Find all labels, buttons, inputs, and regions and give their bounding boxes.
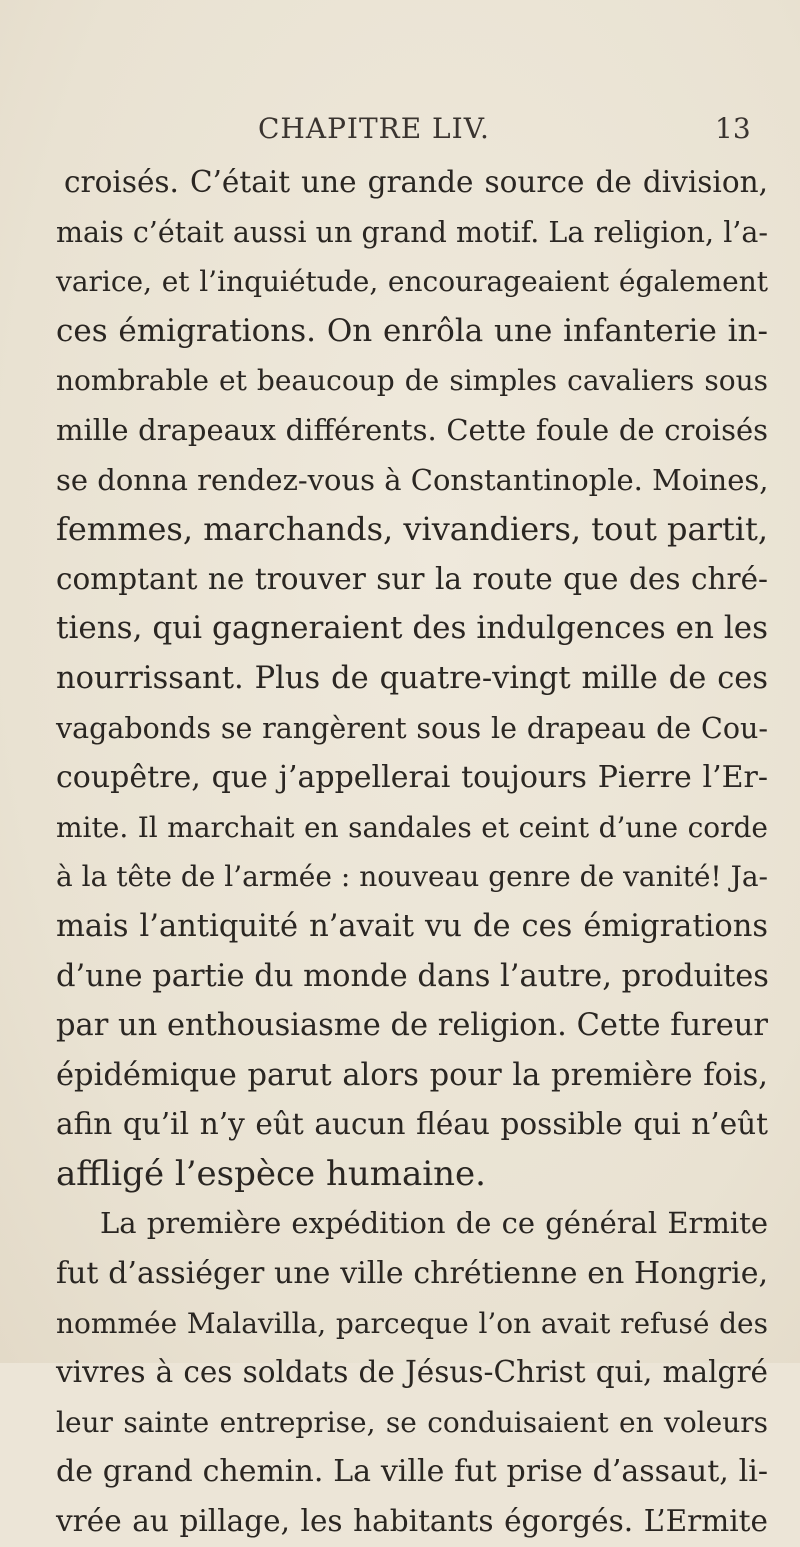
text-line: coupêtre, que j’appellerai toujours Pierre l’Er- [56,760,768,796]
text-line: tiens, qui gagneraient des indulgences en les [56,610,768,647]
paragraph-start-line: La première expédition de ce général Ermite [100,1206,768,1241]
text-line: de grand chemin. La ville fut prise d’assaut, li- [56,1454,768,1490]
text-line: vagabonds se rangèrent sous le drapeau de Cou- [56,711,768,745]
text-line: mille drapeaux différents. Cette foule de croisés [56,412,768,447]
text-line: nourrissant. Plus de quatre-vingt mille de ces [56,660,768,696]
text-line: fut d’assiéger une ville chrétienne en Hongrie, [56,1256,768,1292]
paragraph-end-line: affligé l’espèce humaine. [56,1153,486,1194]
running-title: CHAPITRE LIV. [258,112,490,145]
text-line: par un enthousiasme de religion. Cette fureur [56,1008,768,1044]
text-line: ces émigrations. On enrôla une infanterie in- [56,312,768,349]
text-line: leur sainte entreprise, se conduisaient en voleurs [56,1405,768,1439]
text-line: croisés. C’était une grande source de division, [64,165,768,199]
text-line: nombrable et beaucoup de simples cavaliers sous [56,364,768,398]
text-line: vivres à ces soldats de Jésus-Christ qui, malgré [56,1355,768,1390]
text-line: afin qu’il n’y eût aucun fléau possible qui n’eût [56,1107,768,1142]
body-text [56,158,768,1547]
text-line: mite. Il marchait en sandales et ceint d’une corde [56,810,768,844]
text-line: comptant ne trouver sur la route que des chré- [56,561,768,596]
text-line: d’une partie du monde dans l’autre, produites [56,958,769,994]
text-line: nommée Malavilla, parceque l’on avait refusé des [56,1306,768,1340]
text-line: femmes, marchands, vivandiers, tout partit, [56,510,768,549]
text-line: mais l’antiquité n’avait vu de ces émigrations [56,908,768,944]
page-number: 13 [715,112,751,145]
text-line: varice, et l’inquiétude, encourageaient également [56,265,768,299]
text-line: mais c’était aussi un grand motif. La religion, l’a- [56,215,768,249]
text-line: vrée au pillage, les habitants égorgés. L’Ermite [56,1504,768,1539]
text-line: épidémique parut alors pour la première fois, [56,1057,768,1093]
page-header [0,112,800,152]
text-line: à la tête de l’armée : nouveau genre de vanité! Ja- [56,860,768,894]
text-line: se donna rendez-vous à Constantinople. Moines, [56,462,769,497]
